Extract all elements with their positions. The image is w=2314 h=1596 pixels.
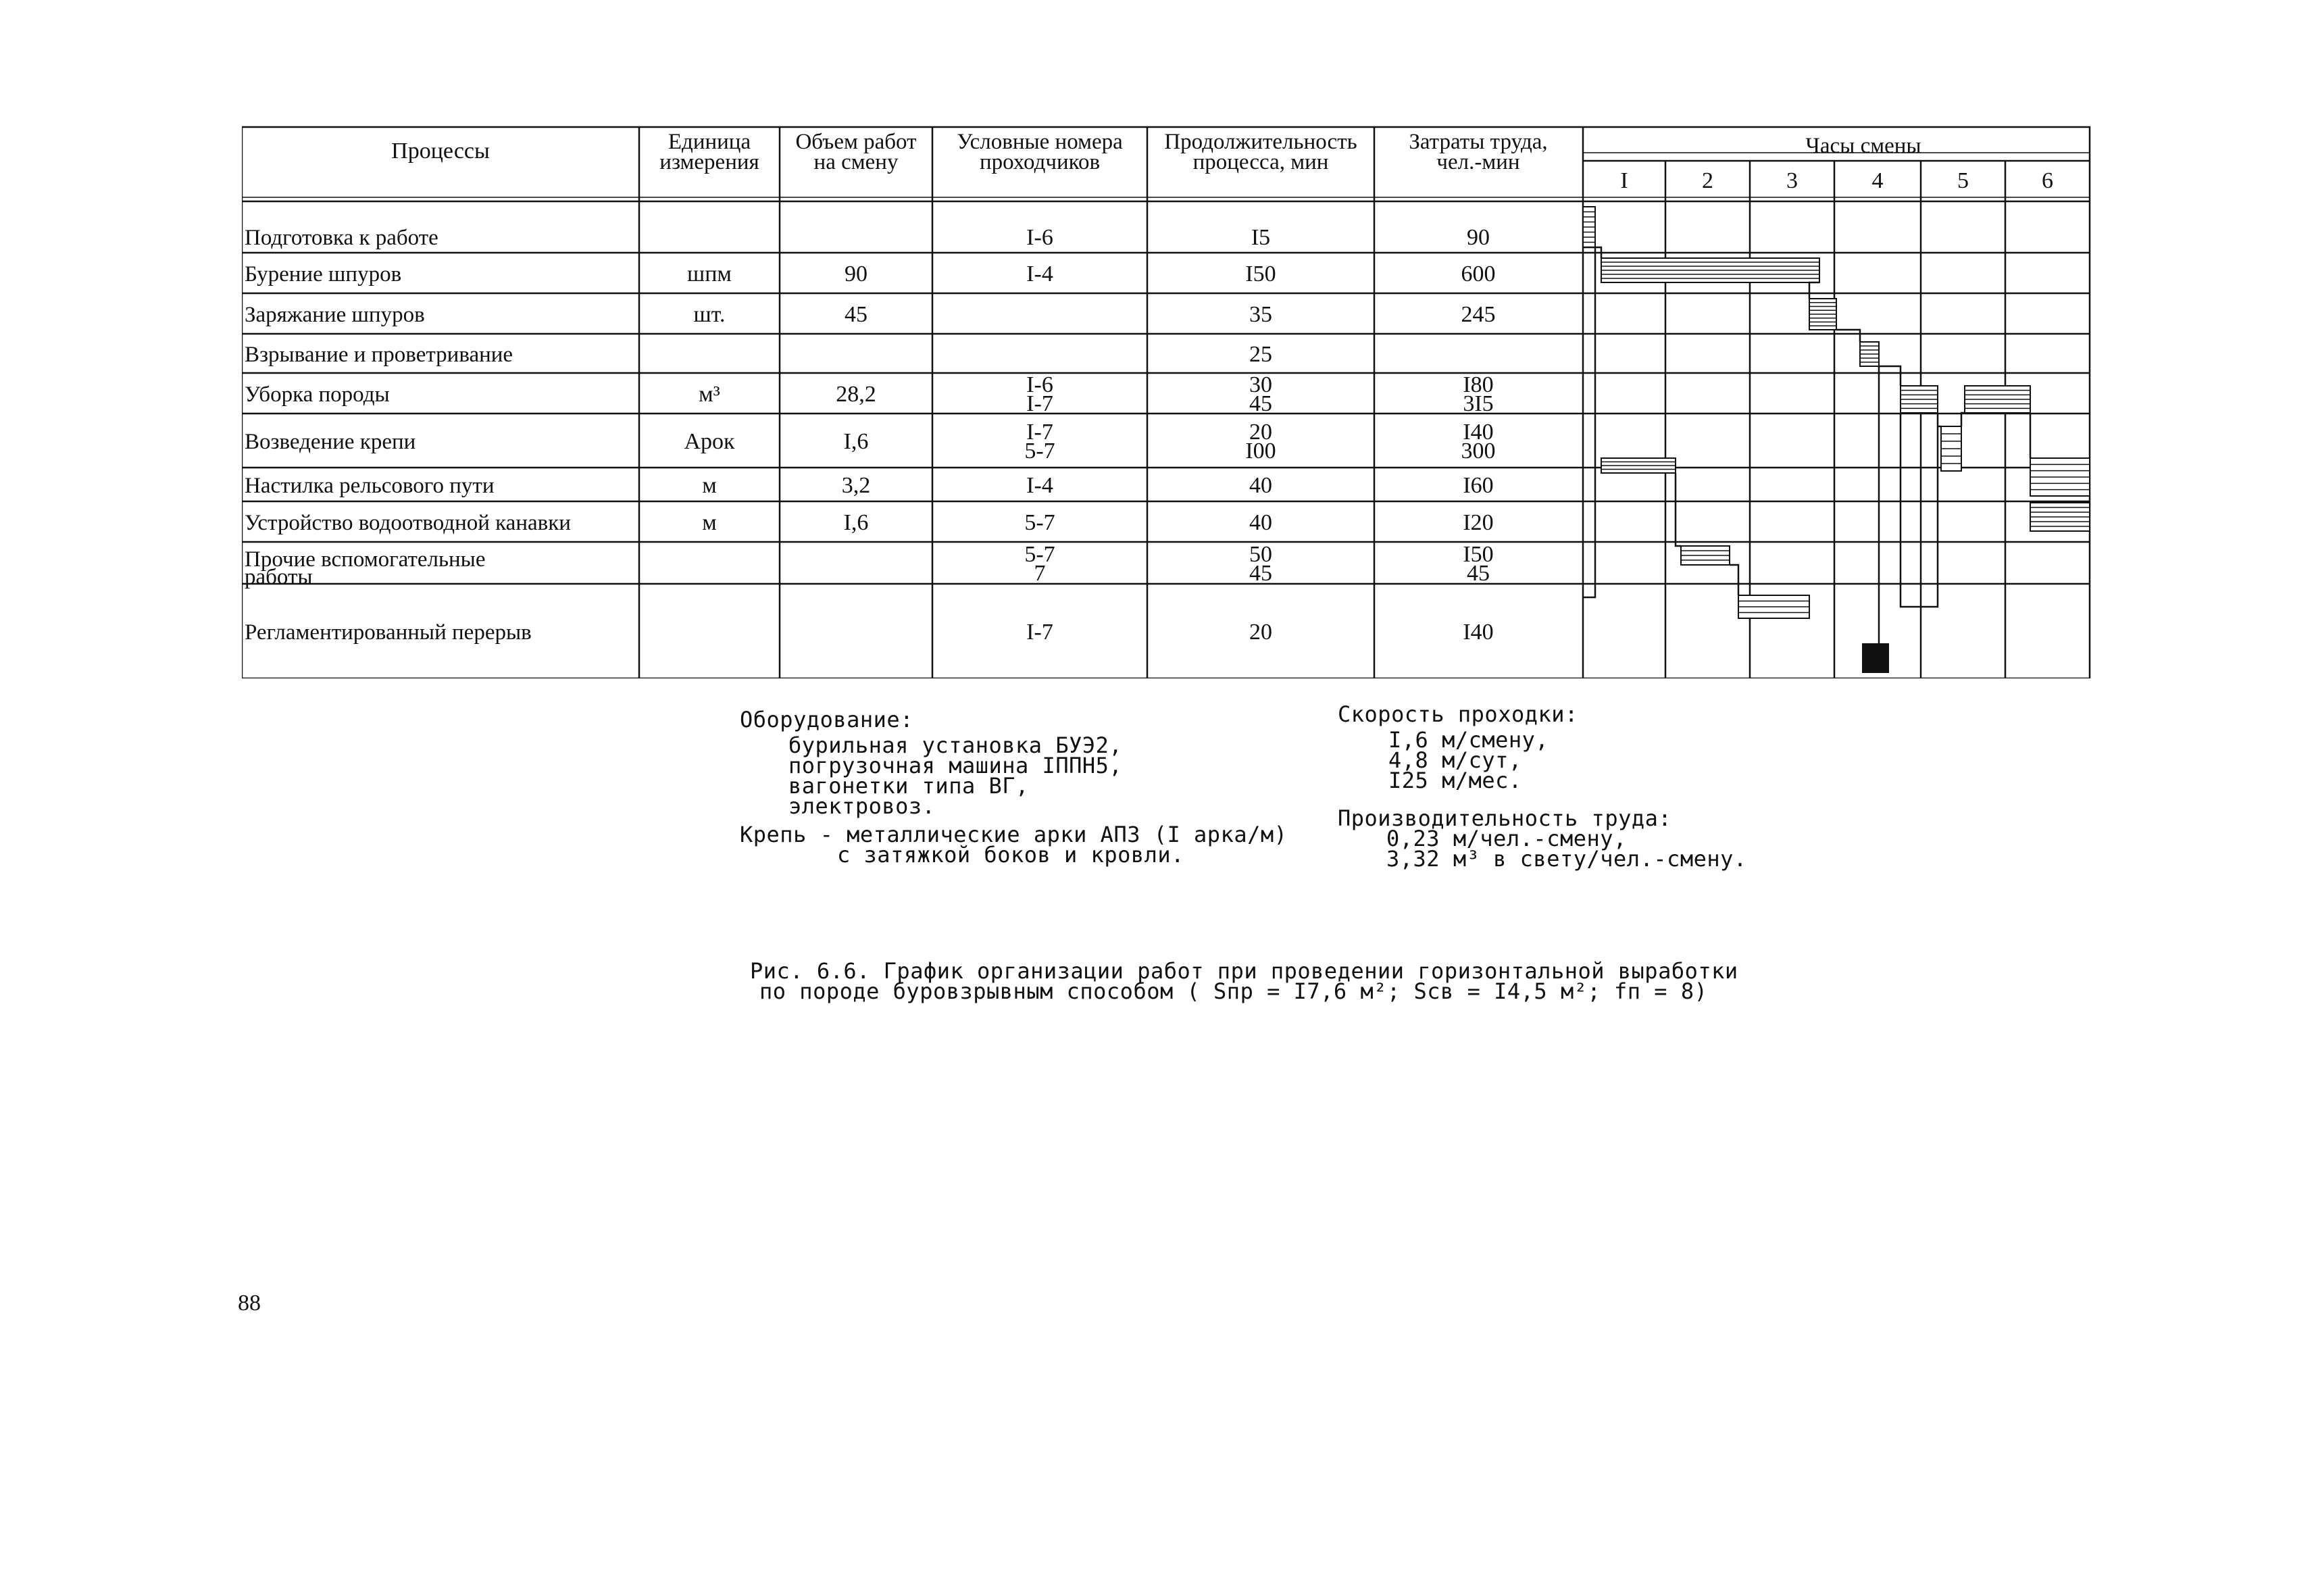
header-label: проходчиков bbox=[979, 150, 1101, 174]
cell-volume: 45 bbox=[845, 302, 867, 327]
cell-duration: 45 bbox=[1249, 391, 1272, 416]
cell-workers: I-4 bbox=[1026, 473, 1053, 498]
cell-process: Возведение крепи bbox=[245, 430, 416, 454]
header-hour: 3 bbox=[1786, 168, 1798, 193]
speed-item: I,6 м/смену, bbox=[1388, 727, 1549, 753]
cell-workers: 5-7 bbox=[1024, 439, 1055, 464]
caption-line: Рис. 6.6. График организации работ при проведении горизонтальной выработки bbox=[750, 958, 1738, 984]
table-row bbox=[245, 261, 1496, 286]
gantt-connector bbox=[1730, 565, 1738, 595]
header-hour: 5 bbox=[1957, 168, 1969, 193]
cell-unit: м bbox=[702, 510, 717, 535]
cell-process: Устройство водоотводной канавки bbox=[245, 511, 571, 535]
productivity-item: 3,32 м³ в свету/чел.-смену. bbox=[1386, 846, 1747, 872]
cell-workers: I-7 bbox=[1026, 420, 1053, 445]
gantt-bar bbox=[2030, 458, 2090, 496]
gantt-connector bbox=[1961, 413, 1965, 426]
table-row bbox=[245, 372, 1494, 416]
equipment-list bbox=[788, 732, 1287, 819]
header-hour: 2 bbox=[1702, 168, 1713, 193]
gantt-connector bbox=[1901, 413, 1938, 607]
cell-duration: 25 bbox=[1249, 342, 1272, 367]
cell-labor: 3I5 bbox=[1463, 391, 1494, 416]
header-label: Единица bbox=[668, 130, 751, 154]
equipment-item: погрузочная машина IППН5, bbox=[788, 753, 1123, 778]
cell-workers: 7 bbox=[1034, 561, 1046, 586]
work-schedule-table bbox=[242, 126, 2096, 678]
cell-process: Подготовка к работе bbox=[245, 226, 438, 250]
gantt-chart bbox=[1583, 207, 2090, 673]
cell-duration: 50 bbox=[1249, 542, 1272, 567]
gantt-bar bbox=[1738, 595, 1809, 618]
cell-process: Регламентированный перерыв bbox=[245, 620, 532, 645]
header-label: чел.-мин bbox=[1436, 150, 1520, 174]
cell-process: Прочие вспомогательные bbox=[245, 547, 486, 572]
table-row bbox=[245, 302, 1496, 327]
header-label: процесса, мин bbox=[1192, 150, 1329, 174]
header-hour: 4 bbox=[1871, 168, 1884, 193]
gantt-bar bbox=[1583, 207, 1595, 247]
gantt-connector bbox=[1583, 247, 1595, 597]
support-line: с затяжкой боков и кровли. bbox=[837, 842, 1184, 868]
cell-unit: м³ bbox=[699, 382, 720, 407]
gantt-bar bbox=[1941, 426, 1961, 471]
gantt-connector bbox=[1836, 330, 1860, 342]
header-label: измерения bbox=[659, 150, 759, 174]
table-row bbox=[245, 342, 1272, 367]
cell-duration: 40 bbox=[1249, 510, 1272, 535]
header-label: на смену bbox=[813, 150, 899, 174]
header-label: Условные номера bbox=[957, 130, 1123, 154]
gantt-bar bbox=[1601, 258, 1819, 282]
cell-process: Бурение шпуров bbox=[245, 262, 402, 286]
cell-process: Уборка породы bbox=[245, 382, 390, 407]
speed-title: Скорость проходки: bbox=[1338, 701, 1578, 727]
cell-process: Настилка рельсового пути bbox=[245, 474, 495, 498]
gantt-bar bbox=[1965, 386, 2030, 413]
support-line: Крепь - металлические арки АП3 (I арка/м) bbox=[740, 822, 1288, 847]
cell-process: работы bbox=[245, 565, 313, 589]
equipment-block bbox=[740, 707, 1288, 868]
cell-labor: 90 bbox=[1467, 225, 1490, 250]
header-hour: I bbox=[1620, 168, 1628, 193]
cell-duration: I50 bbox=[1245, 261, 1276, 286]
cell-labor: I40 bbox=[1463, 620, 1494, 645]
cell-duration: I5 bbox=[1251, 225, 1271, 250]
cell-volume: 3,2 bbox=[841, 473, 871, 498]
productivity-title: Производительность труда: bbox=[1338, 805, 1672, 831]
gantt-bar bbox=[2030, 503, 2090, 531]
cell-workers: I-6 bbox=[1026, 372, 1053, 397]
cell-unit: шт. bbox=[693, 302, 726, 327]
gantt-bar bbox=[1681, 546, 1730, 565]
gantt-connector bbox=[1879, 366, 1901, 386]
caption-line: по породе буровзрывным способом ( Sпр = I7,6 м²; Sсв = I4,5 м²; fп = 8) bbox=[759, 978, 1708, 1004]
header-hour: 6 bbox=[2042, 168, 2053, 193]
productivity-item: 0,23 м/чел.-смену, bbox=[1386, 826, 1627, 851]
gantt-bar bbox=[1601, 458, 1676, 473]
header-label: Затраты труда, bbox=[1409, 130, 1548, 154]
cell-unit: м bbox=[702, 473, 717, 498]
cell-duration: 35 bbox=[1249, 302, 1272, 327]
cell-process: Заряжание шпуров bbox=[245, 303, 425, 327]
speed-item: I25 м/мес. bbox=[1388, 768, 1522, 793]
cell-duration: 45 bbox=[1249, 561, 1272, 586]
cell-labor: I20 bbox=[1463, 510, 1494, 535]
productivity-list bbox=[1386, 826, 1747, 872]
cell-volume: 90 bbox=[845, 261, 867, 286]
header-label: Объем работ bbox=[795, 130, 917, 154]
table-row bbox=[245, 420, 1496, 464]
figure-caption bbox=[750, 958, 1738, 1004]
equipment-item: бурильная установка БУЭ2, bbox=[788, 732, 1123, 758]
table-row bbox=[245, 473, 1494, 498]
table-row bbox=[245, 510, 1494, 535]
cell-duration: 20 bbox=[1249, 620, 1272, 645]
page-number: 88 bbox=[238, 1291, 261, 1316]
cell-labor: I80 bbox=[1463, 372, 1494, 397]
support-note bbox=[740, 822, 1288, 868]
equipment-item: вагонетки типа ВГ, bbox=[788, 773, 1029, 799]
gantt-bar bbox=[1809, 299, 1836, 330]
cell-labor: I40 bbox=[1463, 420, 1494, 445]
cell-volume: I,6 bbox=[843, 429, 869, 454]
cell-workers: I-6 bbox=[1026, 225, 1053, 250]
cell-labor: I50 bbox=[1463, 542, 1494, 567]
cell-workers: 5-7 bbox=[1024, 510, 1055, 535]
cell-volume: 28,2 bbox=[836, 382, 876, 407]
equipment-item: электровоз. bbox=[788, 793, 936, 819]
cell-unit: шпм bbox=[687, 261, 732, 286]
cell-workers: I-7 bbox=[1026, 391, 1053, 416]
cell-duration: 20 bbox=[1249, 420, 1272, 445]
table-row bbox=[245, 225, 1490, 250]
gantt-connector bbox=[1809, 282, 1819, 299]
speed-list bbox=[1388, 727, 1747, 793]
cell-labor: 600 bbox=[1461, 261, 1496, 286]
header-hours-title: Часы смены bbox=[1805, 134, 1921, 158]
cell-duration: I00 bbox=[1245, 439, 1276, 464]
cell-duration: 30 bbox=[1249, 372, 1272, 397]
gantt-bar bbox=[1860, 342, 1879, 366]
table-row bbox=[245, 542, 1494, 589]
gantt-bar bbox=[1901, 386, 1938, 413]
cell-workers: 5-7 bbox=[1024, 542, 1055, 567]
table-border bbox=[242, 127, 2090, 678]
cell-process: Взрывание и проветривание bbox=[245, 343, 513, 367]
cell-labor: 245 bbox=[1461, 302, 1496, 327]
cell-duration: 40 bbox=[1249, 473, 1272, 498]
cell-workers: I-4 bbox=[1026, 261, 1053, 286]
cell-labor: 300 bbox=[1461, 439, 1496, 464]
cell-workers: I-7 bbox=[1026, 620, 1053, 645]
header-label: Продолжительность bbox=[1164, 130, 1357, 154]
cell-volume: I,6 bbox=[843, 510, 869, 535]
cell-labor: I60 bbox=[1463, 473, 1494, 498]
equipment-title: Оборудование: bbox=[740, 707, 913, 732]
cell-unit: Арок bbox=[684, 429, 735, 454]
header-process: Процессы bbox=[391, 139, 490, 164]
gantt-break-bar bbox=[1862, 643, 1889, 673]
speed-item: 4,8 м/сут, bbox=[1388, 747, 1522, 773]
gantt-connector bbox=[1676, 473, 1681, 546]
cell-labor: 45 bbox=[1467, 561, 1490, 586]
table-row bbox=[245, 620, 1494, 645]
speed-block bbox=[1338, 701, 1747, 872]
